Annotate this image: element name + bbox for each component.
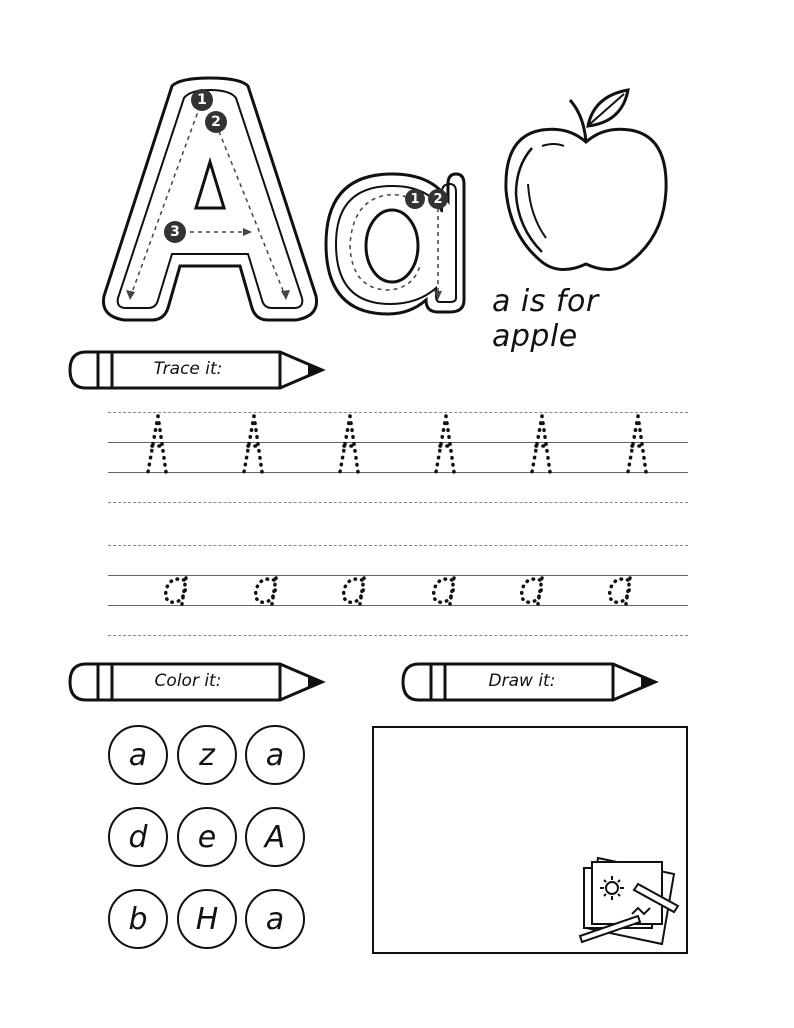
apple-icon — [498, 86, 674, 276]
guide-line-bottom — [108, 502, 688, 503]
color-circle[interactable]: a — [108, 725, 168, 785]
trace-uppercase-row — [120, 412, 680, 476]
color-circle[interactable]: a — [245, 725, 305, 785]
color-circle[interactable]: e — [177, 807, 237, 867]
stroke-number-2: 2 — [205, 111, 227, 133]
color-circle[interactable]: a — [245, 889, 305, 949]
stroke-number-1: 1 — [191, 89, 213, 111]
trace-section-label: Trace it: — [153, 359, 223, 379]
stroke-number-3: 3 — [164, 221, 186, 243]
draw-section-label: Draw it: — [488, 671, 556, 691]
stroke-number-1: 1 — [405, 189, 425, 209]
trace-lowercase-row — [120, 572, 680, 612]
guide-line-bottom — [108, 635, 688, 636]
stroke-number-2: 2 — [428, 189, 448, 209]
color-circle[interactable]: H — [177, 889, 237, 949]
drawing-paper-icon — [578, 850, 688, 946]
color-circle[interactable]: z — [177, 725, 237, 785]
apple-caption: a is for apple — [492, 284, 599, 354]
color-circle[interactable]: A — [245, 807, 305, 867]
color-circle[interactable]: b — [108, 889, 168, 949]
color-circle[interactable]: d — [108, 807, 168, 867]
color-section-label: Color it: — [154, 671, 222, 691]
guide-line-top — [108, 545, 688, 546]
